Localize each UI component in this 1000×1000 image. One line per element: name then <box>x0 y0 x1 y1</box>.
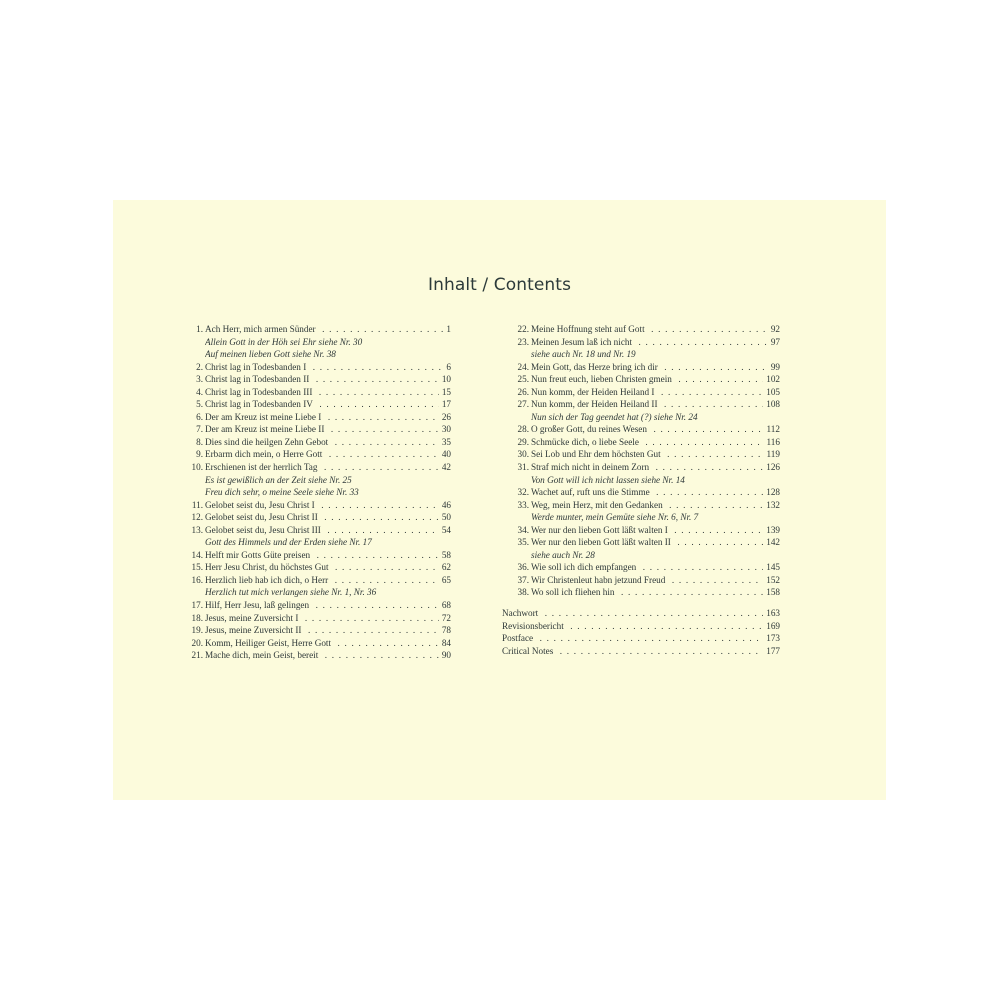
entry-title-leader <box>205 323 443 336</box>
entry-title: Werde munter, mein Gemüte siehe Nr. 6, Nr. 7 <box>531 512 701 522</box>
entry-page-number: 169 <box>763 620 780 633</box>
entry-number: 30. <box>517 449 529 460</box>
entry-page-number: 84 <box>439 637 451 650</box>
entry-number: 20. <box>191 637 203 648</box>
entry-title: Helft mir Gotts Güte preisen <box>205 550 313 560</box>
entry-title: siehe auch Nr. 18 und Nr. 19 <box>531 349 639 359</box>
entry-title: Komm, Heiliger Geist, Herre Gott <box>205 638 334 648</box>
entry-page-number: 92 <box>768 323 780 336</box>
entry-title-leader <box>205 649 439 662</box>
cross-reference-entry <box>502 411 780 424</box>
toc-entry <box>502 561 780 574</box>
entry-page-number: 68 <box>439 599 451 612</box>
cross-reference-entry <box>502 348 780 361</box>
entry-page-number: 42 <box>439 461 451 474</box>
entry-number: 22. <box>517 324 529 334</box>
entry-number: 13. <box>191 524 203 535</box>
entry-number: 1. <box>196 324 203 334</box>
entry-number: 33. <box>517 499 529 510</box>
entry-title: Gelobet seist du, Jesu Christ III <box>205 525 324 535</box>
entry-page-number: 119 <box>764 448 780 461</box>
entry-page-number: 152 <box>763 574 780 587</box>
entry-page-number: 50 <box>439 511 451 524</box>
toc-entry <box>179 461 451 474</box>
entry-title: Christ lag in Todesbanden II <box>205 374 312 384</box>
entry-title: Jesus, meine Zuversicht I <box>205 613 301 623</box>
entry-number: 37. <box>517 574 529 585</box>
entry-title: Christ lag in Todesbanden IV <box>205 399 316 409</box>
entry-number: 3. <box>196 374 203 385</box>
toc-entry <box>502 536 780 549</box>
entry-page-number: 97 <box>768 336 780 349</box>
entry-page-number: 99 <box>768 361 780 374</box>
entry-number: 18. <box>191 612 203 623</box>
entry-title-leader <box>531 461 763 474</box>
entry-title: Nun komm, der Heiden Heiland II <box>531 399 661 409</box>
entry-title: Der am Kreuz ist meine Liebe II <box>205 424 327 434</box>
entry-title: Wir Christenleut habn jetzund Freud <box>531 575 668 585</box>
entry-title-leader <box>205 361 443 374</box>
entry-page-number: 177 <box>763 645 780 658</box>
entry-page-number: 105 <box>763 386 780 399</box>
entry-number <box>179 486 205 499</box>
entry-number: 35. <box>517 537 529 548</box>
cross-reference-entry <box>179 348 451 361</box>
entry-page-number: 132 <box>763 499 780 512</box>
appendix-list <box>502 607 780 657</box>
entry-number <box>179 586 205 599</box>
toc-entry <box>502 386 780 399</box>
entry-title: Critical Notes <box>502 646 556 656</box>
appendix-entry <box>502 632 780 645</box>
entry-number: 23. <box>517 336 529 347</box>
toc-entry <box>502 398 780 411</box>
contents-column-left <box>179 323 451 662</box>
toc-entry <box>179 448 451 461</box>
entry-title-leader <box>502 632 763 645</box>
toc-entry <box>179 624 451 637</box>
entry-number: 38. <box>517 587 529 598</box>
entry-title: Nun sich der Tag geendet hat (?) siehe Nr. 24 <box>531 412 701 422</box>
entry-page-number: 46 <box>439 499 451 512</box>
entry-title-leader <box>205 624 439 637</box>
toc-entry <box>502 486 780 499</box>
entry-page-number: 173 <box>763 632 780 645</box>
entry-number: 15. <box>191 562 203 573</box>
entry-title-leader <box>531 348 780 361</box>
entry-title: Herr Jesu Christ, du höchstes Gut <box>205 562 332 572</box>
entry-title: Meine Hoffnung steht auf Gott <box>531 324 648 334</box>
entry-title: Postface <box>502 633 536 643</box>
entry-number: 2. <box>196 361 203 372</box>
entry-title: Wer nur den lieben Gott läßt walten II <box>531 537 674 547</box>
entry-number <box>502 549 531 562</box>
toc-entry <box>502 423 780 436</box>
entry-page-number: 163 <box>763 607 780 620</box>
entry-page-number: 30 <box>439 423 451 436</box>
entry-title-leader <box>205 612 439 625</box>
entry-page-number: 15 <box>439 386 451 399</box>
entry-number <box>179 474 205 487</box>
toc-entry <box>502 574 780 587</box>
entry-number: 36. <box>517 562 529 573</box>
entry-number <box>502 348 531 361</box>
toc-entry <box>179 612 451 625</box>
entry-number <box>502 474 531 487</box>
entry-title-leader <box>502 645 763 658</box>
entry-title: Herzlich tut mich verlangen siehe Nr. 1, Nr. 36 <box>205 587 379 597</box>
contents-column-right <box>502 323 780 657</box>
entry-page-number: 139 <box>763 524 780 537</box>
entry-title: Gelobet seist du, Jesu Christ I <box>205 500 318 510</box>
entry-number: 26. <box>517 386 529 397</box>
entry-title: Meinen Jesum laß ich nicht <box>531 337 635 347</box>
entry-title-leader <box>531 486 763 499</box>
entry-number: 31. <box>517 462 529 473</box>
entry-page-number: 72 <box>439 612 451 625</box>
entry-title-leader <box>205 336 451 349</box>
entry-page-number: 158 <box>763 586 780 599</box>
cross-reference-entry <box>179 536 451 549</box>
toc-entry <box>502 323 780 336</box>
entry-title: Gott des Himmels und der Erden siehe Nr. 17 <box>205 537 375 547</box>
entry-title-leader <box>205 637 439 650</box>
entry-title-leader <box>205 348 451 361</box>
entry-title-leader <box>205 561 439 574</box>
entry-number <box>179 536 205 549</box>
entry-title-leader <box>205 423 439 436</box>
entry-title-leader <box>205 436 439 449</box>
entry-page-number: 54 <box>439 524 451 537</box>
entry-title: Freu dich sehr, o meine Seele siehe Nr. 33 <box>205 487 362 497</box>
entry-page-number: 142 <box>763 536 780 549</box>
entry-number: 11. <box>191 499 203 510</box>
entry-number: 27. <box>517 399 529 410</box>
entry-title: Nachwort <box>502 608 541 618</box>
entry-title: Wo soll ich fliehen hin <box>531 587 617 597</box>
entry-title-leader <box>205 411 439 424</box>
entry-page-number: 126 <box>763 461 780 474</box>
entry-title: Christ lag in Todesbanden III <box>205 387 315 397</box>
entry-title-leader <box>502 620 763 633</box>
cross-reference-entry <box>179 486 451 499</box>
toc-entry <box>502 436 780 449</box>
entry-page-number: 17 <box>439 398 451 411</box>
entry-title: Allein Gott in der Höh sei Ehr siehe Nr. 30 <box>205 337 365 347</box>
entry-title: Weg, mein Herz, mit den Gedanken <box>531 500 666 510</box>
entry-title-leader <box>205 474 451 487</box>
entry-title: Revisionsbericht <box>502 621 567 631</box>
entry-title: Der am Kreuz ist meine Liebe I <box>205 412 324 422</box>
toc-entry <box>179 323 451 336</box>
entry-title-leader <box>531 499 763 512</box>
entry-title-leader <box>531 561 763 574</box>
entry-title-leader <box>205 574 439 587</box>
appendix-entry <box>502 620 780 633</box>
appendix-entry <box>502 645 780 658</box>
toc-entry <box>179 386 451 399</box>
entry-title: Jesus, meine Zuversicht II <box>205 625 304 635</box>
toc-entry <box>179 549 451 562</box>
toc-entry <box>179 649 451 662</box>
appendix-entry <box>502 607 780 620</box>
entry-title: Wie soll ich dich empfangen <box>531 562 639 572</box>
entry-title-leader <box>531 411 780 424</box>
entry-number: 16. <box>191 574 203 585</box>
entry-title-leader <box>205 549 439 562</box>
entry-title-leader <box>531 549 780 562</box>
entry-page-number: 10 <box>439 373 451 386</box>
entry-number: 19. <box>191 625 203 636</box>
entry-page-number: 112 <box>764 423 780 436</box>
entry-title-leader <box>531 373 763 386</box>
entry-title-leader <box>531 361 768 374</box>
entry-title-leader <box>205 536 451 549</box>
entry-page-number: 65 <box>439 574 451 587</box>
entry-number: 10. <box>191 462 203 473</box>
entry-number: 24. <box>517 361 529 372</box>
entry-title-leader <box>531 423 764 436</box>
toc-entry <box>502 461 780 474</box>
toc-entry <box>502 361 780 374</box>
page-title: Inhalt / Contents <box>427 275 572 295</box>
entry-title: Erbarm dich mein, o Herre Gott <box>205 449 325 459</box>
toc-entry <box>179 524 451 537</box>
cross-reference-entry <box>179 474 451 487</box>
entry-page-number: 40 <box>439 448 451 461</box>
entry-title: Auf meinen lieben Gott siehe Nr. 38 <box>205 349 339 359</box>
entry-title: Mache dich, mein Geist, bereit <box>205 650 321 660</box>
contents-list-right <box>502 323 780 599</box>
entry-number: 21. <box>191 650 203 661</box>
entry-title: Wer nur den lieben Gott läßt walten I <box>531 525 671 535</box>
entry-title-leader <box>531 574 763 587</box>
entry-number: 9. <box>196 449 203 460</box>
entry-title-leader <box>531 336 768 349</box>
toc-entry <box>502 586 780 599</box>
entry-title-leader <box>205 448 439 461</box>
entry-title: Mein Gott, das Herze bring ich dir <box>531 362 661 372</box>
entry-title-leader <box>205 486 451 499</box>
toc-entry <box>179 574 451 587</box>
entry-number: 12. <box>191 512 203 523</box>
entry-number: 6. <box>196 411 203 422</box>
cross-reference-entry <box>179 586 451 599</box>
entry-title-leader <box>531 586 763 599</box>
entry-page-number: 78 <box>439 624 451 637</box>
entry-title-leader <box>531 436 764 449</box>
toc-entry <box>502 336 780 349</box>
toc-entry <box>502 448 780 461</box>
toc-entry <box>179 561 451 574</box>
entry-title: Herzlich lieb hab ich dich, o Herr <box>205 575 331 585</box>
cross-reference-entry <box>179 336 451 349</box>
entry-page-number: 58 <box>439 549 451 562</box>
entry-title-leader <box>205 599 439 612</box>
toc-entry <box>179 637 451 650</box>
entry-title: Ach Herr, mich armen Sünder <box>205 324 319 334</box>
entry-number: 14. <box>191 549 203 560</box>
entry-page-number: 62 <box>439 561 451 574</box>
entry-title-leader <box>531 448 764 461</box>
entry-title-leader <box>205 511 439 524</box>
entry-title: Erschienen ist der herrlich Tag <box>205 462 320 472</box>
entry-page-number: 102 <box>763 373 780 386</box>
entry-number <box>502 511 531 524</box>
toc-entry <box>179 499 451 512</box>
entry-number: 34. <box>517 524 529 535</box>
entry-number <box>179 348 205 361</box>
entry-page-number: 1 <box>443 323 451 336</box>
entry-page-number: 145 <box>763 561 780 574</box>
entry-title-leader <box>502 607 763 620</box>
entry-title-leader <box>531 536 763 549</box>
entry-title-leader <box>531 386 763 399</box>
entry-title-leader <box>205 373 439 386</box>
toc-entry <box>179 373 451 386</box>
entry-number: 5. <box>196 399 203 410</box>
entry-number: 7. <box>196 424 203 435</box>
entry-title-leader <box>531 511 780 524</box>
entry-page-number: 35 <box>439 436 451 449</box>
entry-page-number: 6 <box>443 361 451 374</box>
entry-number <box>502 411 531 424</box>
entry-page-number: 26 <box>439 411 451 424</box>
entry-title-leader <box>205 398 439 411</box>
toc-entry <box>179 361 451 374</box>
entry-number: 29. <box>517 436 529 447</box>
entry-title: Sei Lob und Ehr dem höchsten Gut <box>531 449 664 459</box>
entry-title: Straf mich nicht in deinem Zorn <box>531 462 652 472</box>
cross-reference-entry <box>502 511 780 524</box>
toc-entry <box>179 398 451 411</box>
entry-title: Gelobet seist du, Jesu Christ II <box>205 512 321 522</box>
entry-title-leader <box>205 524 439 537</box>
entry-number: 8. <box>196 436 203 447</box>
entry-title-leader <box>205 586 451 599</box>
entry-title-leader <box>531 323 768 336</box>
toc-entry <box>179 511 451 524</box>
toc-entry <box>179 599 451 612</box>
entry-page-number: 116 <box>764 436 780 449</box>
entry-title-leader <box>205 386 439 399</box>
entry-title-leader <box>531 398 763 411</box>
entry-number: 17. <box>191 600 203 611</box>
contents-page <box>113 200 886 800</box>
entry-title-leader <box>531 524 763 537</box>
entry-title-leader <box>205 499 439 512</box>
entry-title: Hilf, Herr Jesu, laß gelingen <box>205 600 312 610</box>
entry-number: 4. <box>196 386 203 397</box>
entry-title: Nun freut euch, lieben Christen gmein <box>531 374 675 384</box>
cross-reference-entry <box>502 474 780 487</box>
entry-number <box>179 336 205 349</box>
toc-entry <box>179 423 451 436</box>
entry-page-number: 90 <box>439 649 451 662</box>
entry-title: Es ist gewißlich an der Zeit siehe Nr. 25 <box>205 475 355 485</box>
toc-entry <box>502 373 780 386</box>
entry-page-number: 128 <box>763 486 780 499</box>
entry-number: 25. <box>517 374 529 385</box>
entry-title: Schmücke dich, o liebe Seele <box>531 437 642 447</box>
entry-title: Wachet auf, ruft uns die Stimme <box>531 487 653 497</box>
entry-number: 32. <box>517 487 529 498</box>
entry-number: 28. <box>517 424 529 435</box>
entry-title-leader <box>205 461 439 474</box>
entry-page-number: 108 <box>763 398 780 411</box>
toc-entry <box>179 436 451 449</box>
entry-title: Nun komm, der Heiden Heiland I <box>531 387 658 397</box>
toc-entry <box>502 524 780 537</box>
entry-title: O großer Gott, du reines Wesen <box>531 424 650 434</box>
entry-title: Christ lag in Todesbanden I <box>205 362 309 372</box>
entry-title: siehe auch Nr. 28 <box>531 550 598 560</box>
entry-title: Dies sind die heilgen Zehn Gebot <box>205 437 331 447</box>
entry-title-leader <box>531 474 780 487</box>
entry-title: Von Gott will ich nicht lassen siehe Nr. 14 <box>531 475 688 485</box>
toc-entry <box>502 499 780 512</box>
cross-reference-entry <box>502 549 780 562</box>
toc-entry <box>179 411 451 424</box>
